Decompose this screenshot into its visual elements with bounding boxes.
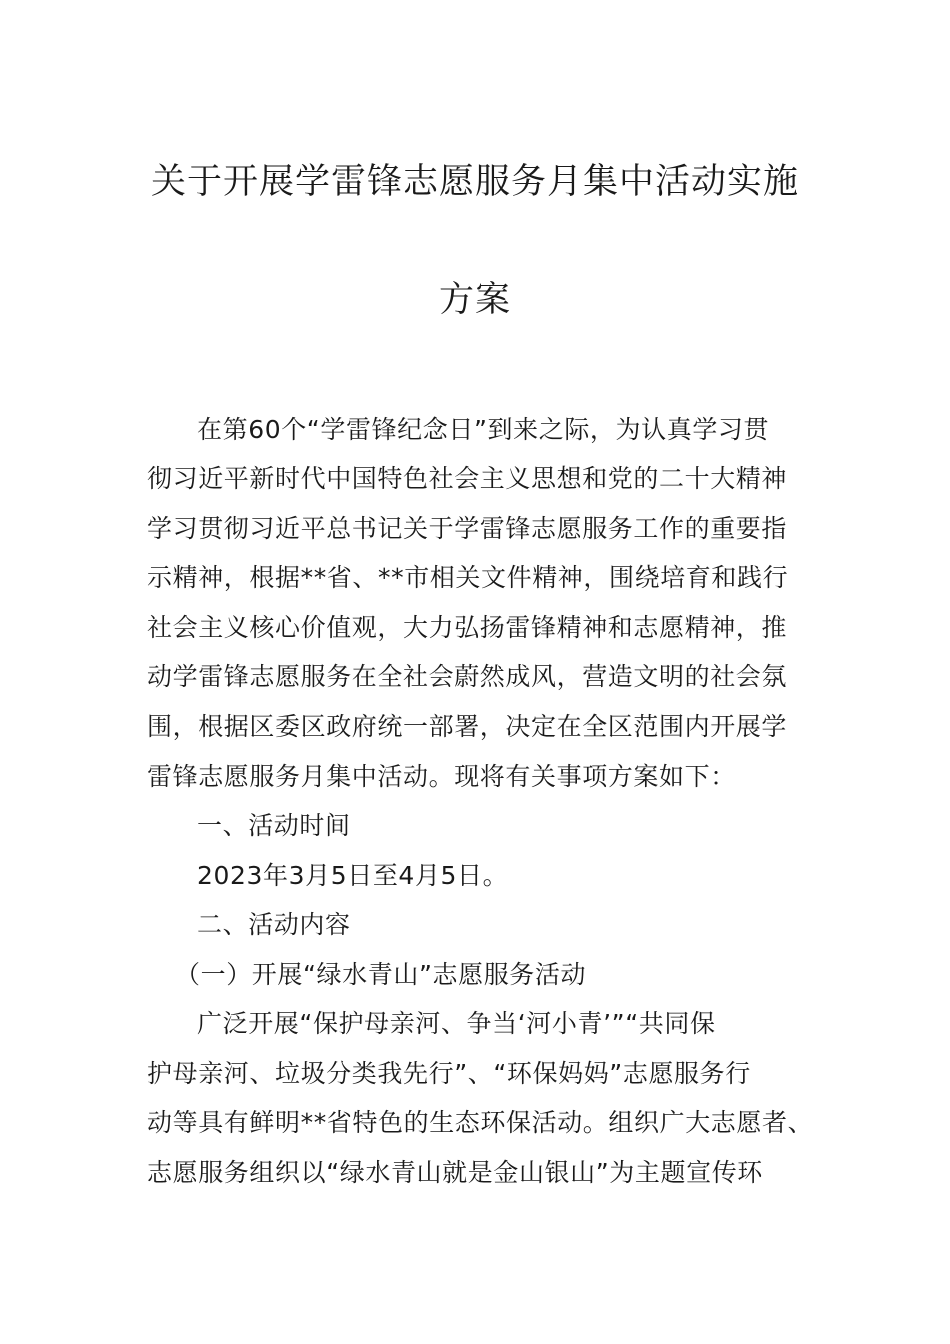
body-line: 示精神，根据**省、**市相关文件精神，围绕培育和践行	[147, 563, 789, 592]
section-heading: 一、活动时间	[197, 811, 351, 840]
document-title-line-1: 关于开展学雷锋志愿服务月集中活动实施	[150, 162, 799, 202]
body-line: 在第60个“学雷锋纪念日”到来之际，为认真学习贯	[197, 415, 770, 444]
subsection-heading: （一）开展“绿水青山”志愿服务活动	[175, 960, 587, 989]
body-line: 志愿服务组织以“绿水青山就是金山银山”为主题宣传环	[147, 1158, 763, 1187]
document-title-line-2: 方案	[438, 280, 511, 320]
body-line: 广泛开展“保护母亲河、争当‘河小青’”“共同保	[197, 1009, 716, 1038]
body-line: 护母亲河、垃圾分类我先行”、“环保妈妈”志愿服务行	[147, 1059, 751, 1088]
body-line: 动学雷锋志愿服务在全社会蔚然成风，营造文明的社会氛	[147, 662, 788, 691]
body-line: 2023年3月5日至4月5日。	[197, 861, 509, 890]
body-line: 雷锋志愿服务月集中活动。现将有关事项方案如下：	[147, 762, 736, 791]
body-line: 社会主义核心价值观，大力弘扬雷锋精神和志愿精神，推	[147, 613, 788, 642]
body-line: 围，根据区委区政府统一部署，决定在全区范围内开展学	[147, 712, 788, 741]
body-line: 动等具有鲜明**省特色的生态环保活动。组织广大志愿者、	[147, 1108, 814, 1137]
body-line: 彻习近平新时代中国特色社会主义思想和党的二十大精神	[147, 464, 788, 493]
body-line: 学习贯彻习近平总书记关于学雷锋志愿服务工作的重要指	[147, 514, 788, 543]
section-heading: 二、活动内容	[197, 910, 351, 939]
